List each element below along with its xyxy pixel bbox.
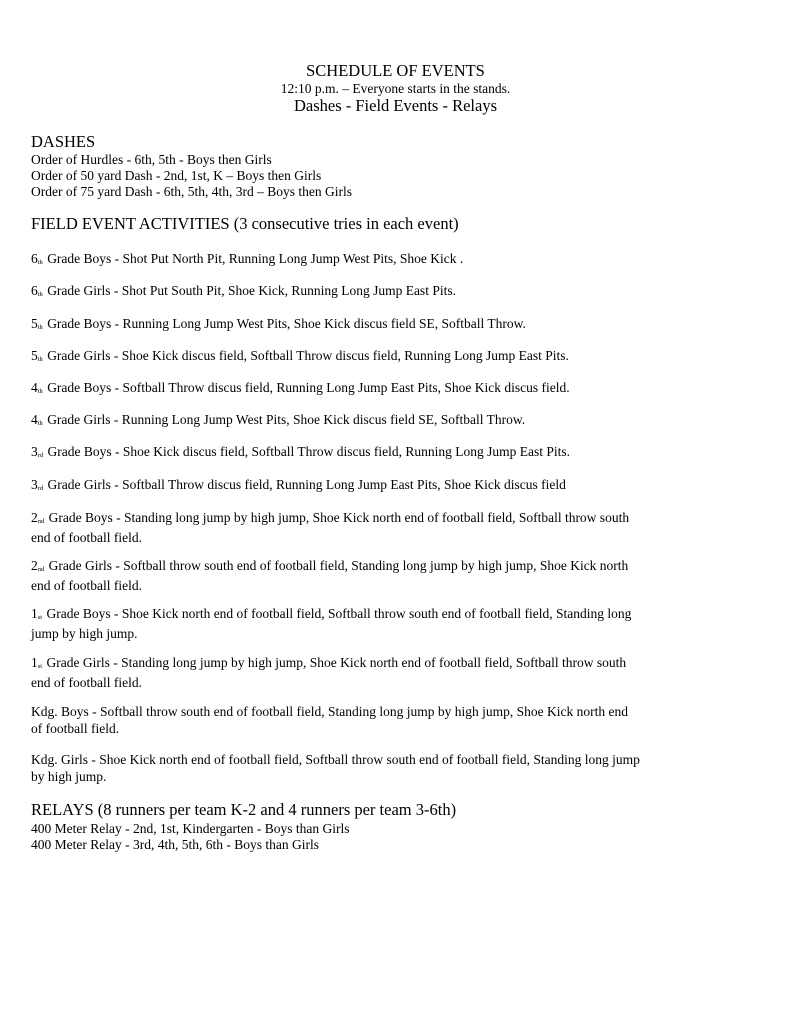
relays-heading: RELAYS (8 runners per team K-2 and 4 runners per team 3-6th) [31, 800, 457, 819]
field-entry-2nd-boys: 2nd Grade Boys - Standing long jump by high jump, Shoe Kick north end of football field, Softball throw south end of football field. [31, 510, 630, 545]
field-entry-3rd-girls: 3rd Grade Girls - Softball Throw discus field, Running Long Jump East Pits, Shoe Kick discus field [31, 477, 566, 492]
field-entry-4th-boys: 4th Grade Boys - Softball Throw discus field, Running Long Jump East Pits, Shoe Kick discus field. [31, 380, 570, 395]
field-entry-5th-boys: 5th Grade Boys - Running Long Jump West Pits, Shoe Kick discus field SE, Softball Throw. [31, 316, 526, 331]
field-entry-4th-girls: 4th Grade Girls - Running Long Jump West Pits, Shoe Kick discus field SE, Softball Throw. [31, 412, 526, 427]
field-events-heading: FIELD EVENT ACTIVITIES (3 consecutive tries in each event) [31, 214, 459, 233]
field-entry-5th-girls: 5th Grade Girls - Shoe Kick discus field, Softball Throw discus field, Running Long Jump East Pits. [31, 348, 569, 363]
relay-line-3-6: 400 Meter Relay - 3rd, 4th, 5th, 6th - Boys than Girls [31, 837, 319, 852]
dash-line-50-yard: Order of 50 yard Dash - 2nd, 1st, K – Boys then Girls [31, 168, 322, 183]
field-entry-kdg-boys: Kdg. Boys - Softball throw south end of football field, Standing long jump by high jump, Shoe Kick north end of football field. [31, 704, 628, 736]
start-time-note: 12:10 p.m. – Everyone starts in the stands. [280, 81, 511, 96]
page-subtitle: Dashes - Field Events - Relays [293, 96, 497, 115]
relay-line-k-2: 400 Meter Relay - 2nd, 1st, Kindergarten - Boys than Girls [31, 821, 350, 836]
field-entry-6th-girls: 6th Grade Girls - Shot Put South Pit, Shoe Kick, Running Long Jump East Pits. [31, 283, 456, 298]
field-entry-2nd-girls: 2nd Grade Girls - Softball throw south end of football field, Standing long jump by high jump, Shoe Kick north end of football field. [31, 558, 629, 593]
field-entry-6th-boys: 6th Grade Boys - Shot Put North Pit, Running Long Jump West Pits, Shoe Kick . [31, 251, 464, 266]
page-title: SCHEDULE OF EVENTS [306, 61, 485, 80]
dash-line-75-yard: Order of 75 yard Dash - 6th, 5th, 4th, 3rd – Boys then Girls [31, 184, 352, 199]
field-entry-1st-girls: 1st Grade Girls - Standing long jump by high jump, Shoe Kick north end of football field, Softball throw south end of football field. [31, 655, 627, 690]
dashes-heading: DASHES [31, 132, 96, 151]
dash-line-hurdles: Order of Hurdles - 6th, 5th - Boys then Girls [31, 152, 272, 167]
field-entry-3rd-boys: 3rd Grade Boys - Shoe Kick discus field, Softball Throw discus field, Running Long Jump East Pits. [31, 444, 571, 459]
field-entry-kdg-girls: Kdg. Girls - Shoe Kick north end of football field, Softball throw south end of football field, Standing long jump by high jump. [31, 752, 640, 784]
field-entry-1st-boys: 1st Grade Boys - Shoe Kick north end of football field, Softball throw south end of football field, Standing long jump by high jump. [31, 606, 632, 641]
